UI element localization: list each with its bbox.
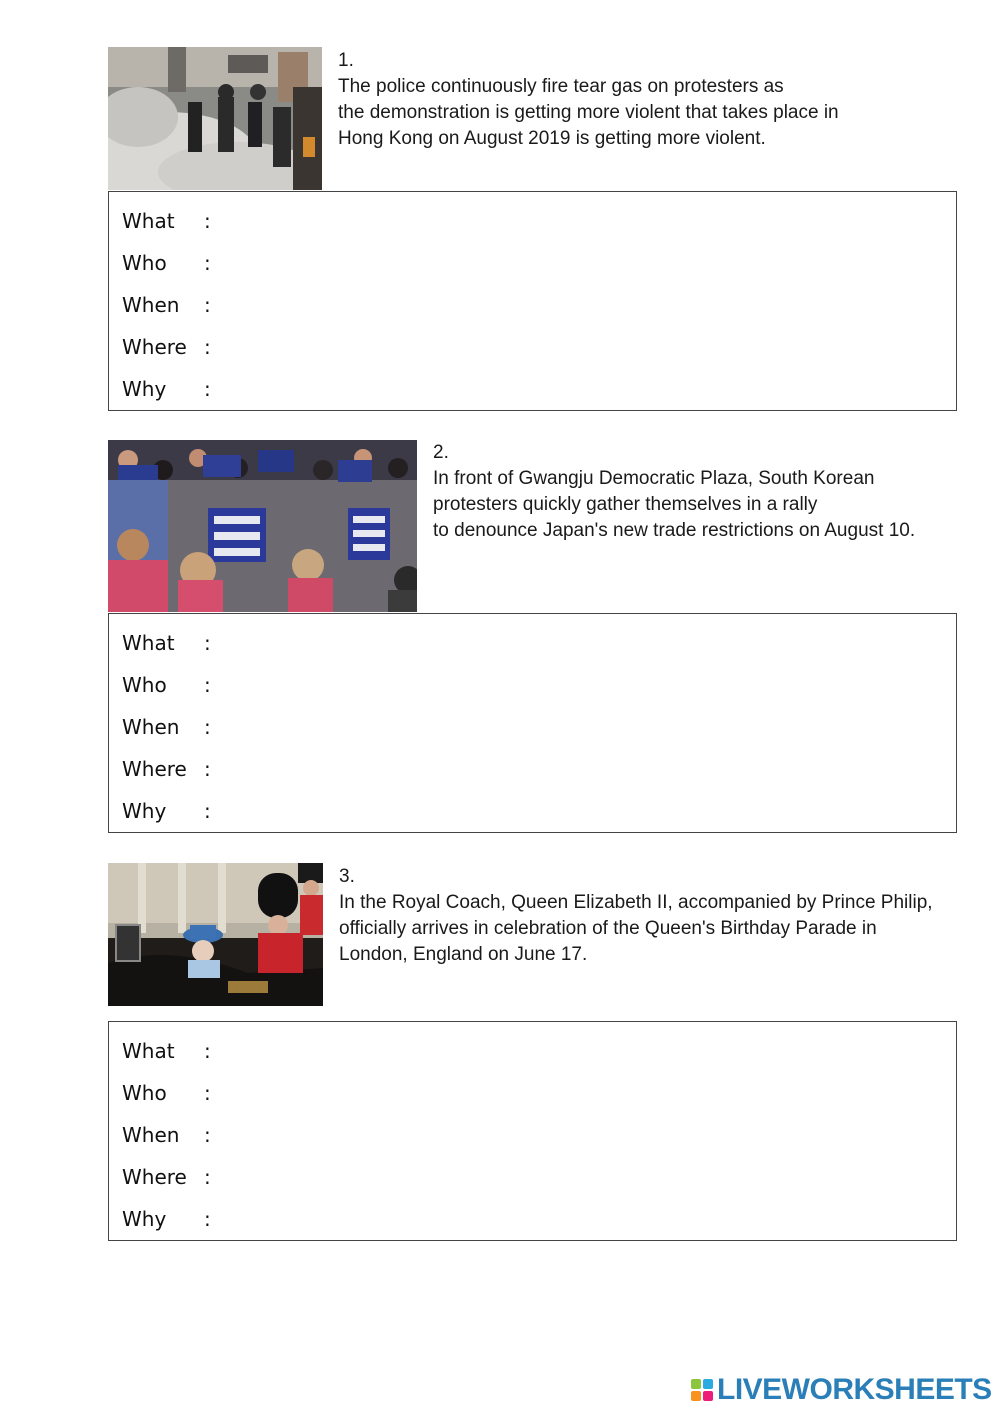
when-label: When xyxy=(122,715,180,739)
colon: : xyxy=(204,1207,211,1231)
item-2-line-1: In front of Gwangju Democratic Plaza, South Korean xyxy=(433,468,875,489)
colon: : xyxy=(204,251,211,275)
colon: : xyxy=(204,715,211,739)
where-label: Where xyxy=(122,757,187,781)
item-2-who-answer-field[interactable] xyxy=(224,669,944,701)
item-1-when-answer-field[interactable] xyxy=(224,289,944,321)
item-1-photo xyxy=(108,47,322,190)
where-label: Where xyxy=(122,1165,187,1189)
item-2-when-answer-field[interactable] xyxy=(224,711,944,743)
item-3-photo xyxy=(108,863,323,1006)
item-1-why-answer-field[interactable] xyxy=(224,373,944,405)
item-2-description xyxy=(433,440,915,544)
logo-tile xyxy=(703,1391,713,1401)
item-1-description xyxy=(338,48,839,152)
when-label: When xyxy=(122,1123,180,1147)
item-1-what-row xyxy=(109,200,956,242)
colon: : xyxy=(204,1165,211,1189)
what-label: What xyxy=(122,209,175,233)
item-3-line-3: London, England on June 17. xyxy=(339,944,588,965)
colon: : xyxy=(204,293,211,317)
colon: : xyxy=(204,1123,211,1147)
logo-tile xyxy=(703,1379,713,1389)
logo-tile xyxy=(691,1379,701,1389)
item-2-line-2: protesters quickly gather themselves in a rally xyxy=(433,494,818,515)
colon: : xyxy=(204,1081,211,1105)
liveworksheets-logo xyxy=(691,1372,992,1408)
item-2-where-row xyxy=(109,748,956,790)
colon: : xyxy=(204,377,211,401)
where-label: Where xyxy=(122,335,187,359)
item-3-answer-box xyxy=(108,1021,957,1241)
item-2-what-answer-field[interactable] xyxy=(224,627,944,659)
logo-tile xyxy=(691,1391,701,1401)
item-1-line-2: the demonstration is getting more violent that takes place in xyxy=(338,102,839,123)
item-1-when-row xyxy=(109,284,956,326)
item-2-why-answer-field[interactable] xyxy=(224,795,944,827)
item-1-what-answer-field[interactable] xyxy=(224,205,944,237)
colon: : xyxy=(204,335,211,359)
logo-wordmark: LIVEWORKSHEETS xyxy=(717,1373,992,1406)
item-3-why-answer-field[interactable] xyxy=(224,1203,944,1235)
colon: : xyxy=(204,209,211,233)
item-2-why-row xyxy=(109,790,956,832)
item-1-answer-box xyxy=(108,191,957,411)
colon: : xyxy=(204,799,211,823)
colon: : xyxy=(204,673,211,697)
item-2-where-answer-field[interactable] xyxy=(224,753,944,785)
item-3-where-answer-field[interactable] xyxy=(224,1161,944,1193)
item-1-where-answer-field[interactable] xyxy=(224,331,944,363)
item-3-who-row xyxy=(109,1072,956,1114)
item-2-when-row xyxy=(109,706,956,748)
who-label: Who xyxy=(122,673,167,697)
item-3-what-row xyxy=(109,1030,956,1072)
item-3-who-answer-field[interactable] xyxy=(224,1077,944,1109)
colon: : xyxy=(204,1039,211,1063)
who-label: Who xyxy=(122,251,167,275)
item-3-description xyxy=(339,864,933,968)
when-label: When xyxy=(122,293,180,317)
item-3-when-answer-field[interactable] xyxy=(224,1119,944,1151)
item-2-line-3: to denounce Japan's new trade restrictions on August 10. xyxy=(433,520,916,541)
logo-tiles-icon xyxy=(691,1379,713,1401)
why-label: Why xyxy=(122,1207,167,1231)
item-3-where-row xyxy=(109,1156,956,1198)
item-1-who-answer-field[interactable] xyxy=(224,247,944,279)
item-2-number: 2. xyxy=(433,442,449,463)
item-1-number: 1. xyxy=(338,50,354,71)
item-1-why-row xyxy=(109,368,956,410)
item-2-photo xyxy=(108,440,417,612)
item-2-answer-box xyxy=(108,613,957,833)
item-1-who-row xyxy=(109,242,956,284)
item-2-what-row xyxy=(109,622,956,664)
item-3-when-row xyxy=(109,1114,956,1156)
who-label: Who xyxy=(122,1081,167,1105)
item-3-why-row xyxy=(109,1198,956,1240)
item-1-line-1: The police continuously fire tear gas on protesters as xyxy=(338,76,784,97)
colon: : xyxy=(204,757,211,781)
item-3-line-2: officially arrives in celebration of the Queen's Birthday Parade in xyxy=(339,918,877,939)
what-label: What xyxy=(122,1039,175,1063)
item-3-line-1: In the Royal Coach, Queen Elizabeth II, accompanied by Prince Philip, xyxy=(339,892,933,913)
item-3-number: 3. xyxy=(339,866,355,887)
why-label: Why xyxy=(122,799,167,823)
what-label: What xyxy=(122,631,175,655)
item-1-where-row xyxy=(109,326,956,368)
why-label: Why xyxy=(122,377,167,401)
item-1-line-3: Hong Kong on August 2019 is getting more violent. xyxy=(338,128,766,149)
item-2-who-row xyxy=(109,664,956,706)
colon: : xyxy=(204,631,211,655)
item-3-what-answer-field[interactable] xyxy=(224,1035,944,1067)
